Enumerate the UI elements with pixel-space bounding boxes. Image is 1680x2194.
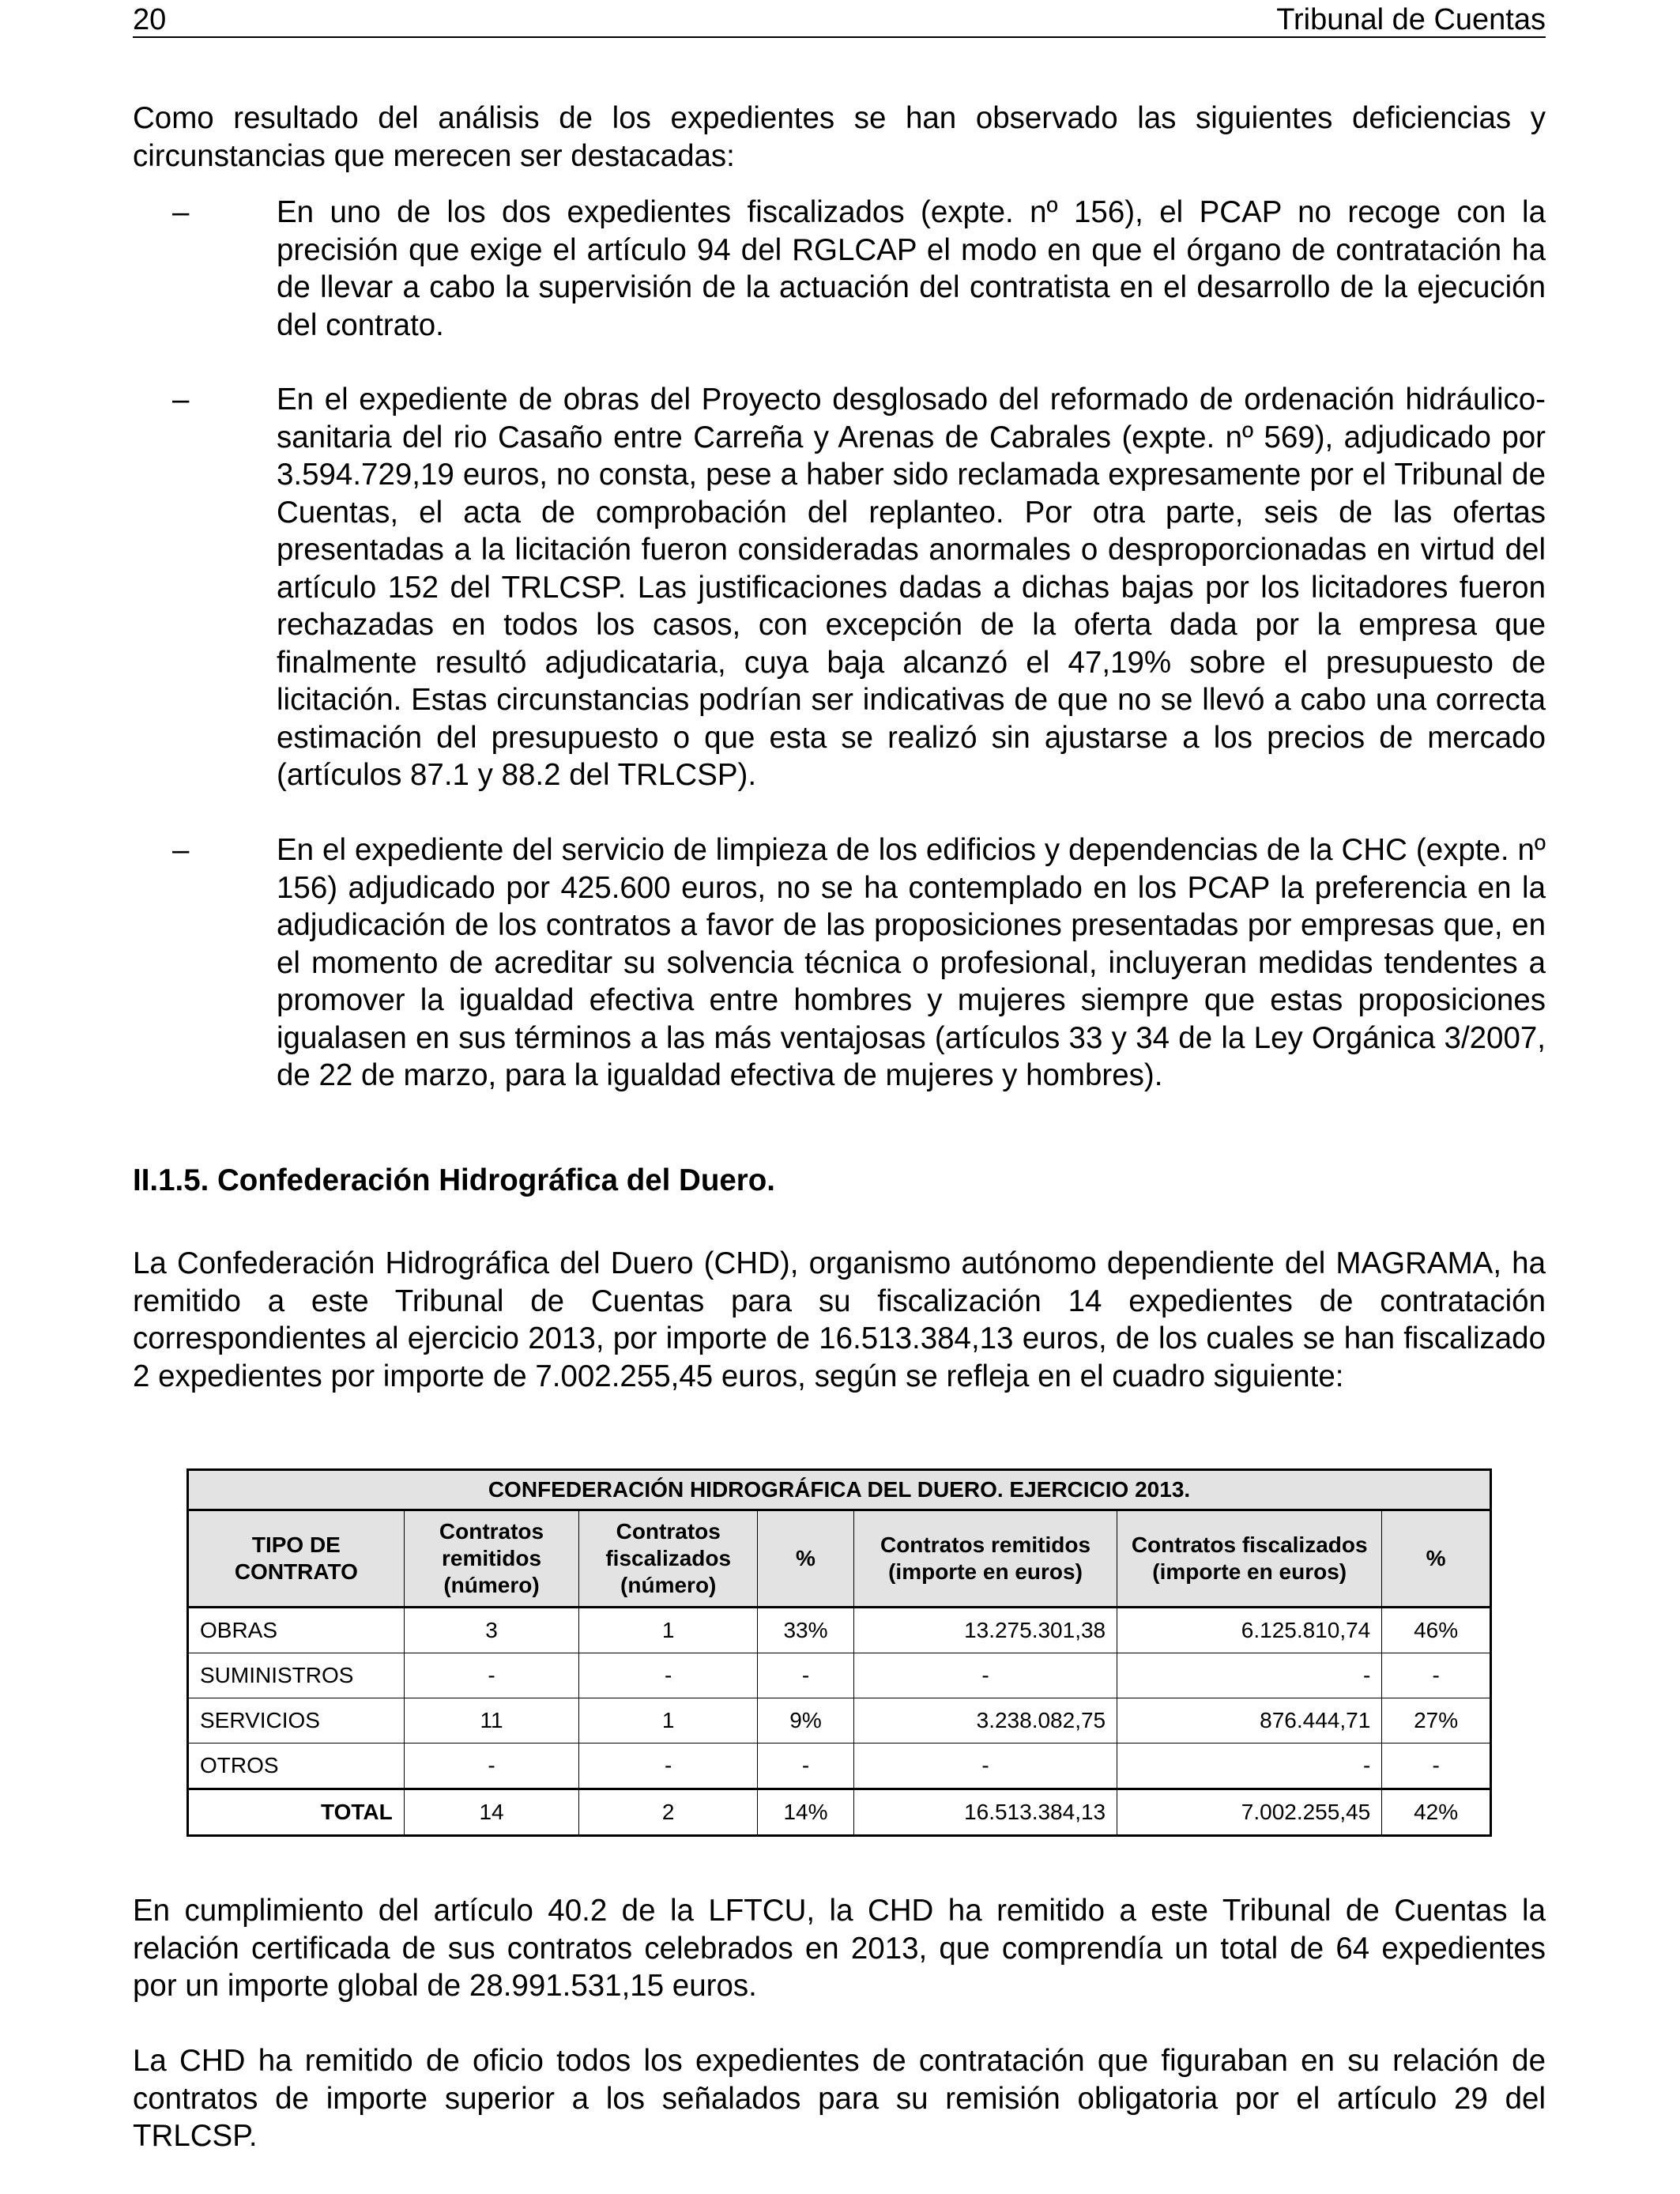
table-cell: 11 bbox=[404, 1698, 579, 1744]
table-row bbox=[188, 1744, 1491, 1789]
column-header: % bbox=[1382, 1510, 1491, 1608]
table-cell: 9% bbox=[758, 1698, 854, 1744]
bullet-dash: – bbox=[172, 833, 190, 867]
table-cell: 33% bbox=[758, 1608, 854, 1653]
table-cell: - bbox=[579, 1653, 758, 1698]
table-cell: - bbox=[1117, 1744, 1382, 1789]
table-row bbox=[188, 1608, 1491, 1653]
table-cell: 14% bbox=[758, 1789, 854, 1836]
bullet-text: En el expediente del servicio de limpieza de los edificios y dependencias de la CHC (expte. nº 156) adjudicado por 425.600 euros, no se ha contemplado en los PCAP la preferencia en la adjudicación de los contratos a favor de las proposiciones presentadas por empresas que, en el momento de acreditar su solvencia técnica o profesional, incluyeran medidas tendentes a promover la igualdad efectiva entre hombres y mujeres siempre que estas proposiciones igualasen en sus términos a las más ventajosas (artículos 33 y 34 de la Ley Orgánica 3/2007, de 22 de marzo, para la igualdad efectiva de mujeres y hombres). bbox=[277, 833, 1546, 1092]
contracts-table bbox=[186, 1468, 1492, 1837]
table-cell: 2 bbox=[579, 1789, 758, 1836]
table-cell: TOTAL bbox=[188, 1789, 405, 1836]
table-title-row bbox=[188, 1470, 1491, 1510]
table-cell: OTROS bbox=[188, 1744, 405, 1789]
column-header: Contratos remitidos (importe en euros) bbox=[853, 1510, 1117, 1608]
table-cell: OBRAS bbox=[188, 1608, 405, 1653]
table-cell: - bbox=[404, 1653, 579, 1698]
table-cell: - bbox=[853, 1653, 1117, 1698]
table-cell: 3.238.082,75 bbox=[853, 1698, 1117, 1744]
table-cell: - bbox=[404, 1744, 579, 1789]
column-header: Contratos fiscalizados (importe en euros) bbox=[1117, 1510, 1382, 1608]
table-title: CONFEDERACIÓN HIDROGRÁFICA DEL DUERO. EJERCICIO 2013. bbox=[188, 1470, 1491, 1510]
chd-paragraph: La Confederación Hidrográfica del Duero (CHD), organismo autónomo dependiente del MAGRAMA, ha remitido a este Tribunal de Cuentas para su fiscalización 14 expedientes de contratación correspondientes al ejercicio 2013, por importe de 16.513.384,13 euros, de los cuales se han fiscalizado 2 expedientes por importe de 7.002.255,45 euros, según se refleja en el cuadro siguiente: bbox=[133, 1246, 1546, 1393]
bullet-text: En el expediente de obras del Proyecto desglosado del reformado de ordenación hidráulico-sanitaria del rio Casaño entre Carreña y Arenas de Cabrales (expte. nº 569), adjudicado por 3.594.729,19 euros, no consta, pese a haber sido reclamada expresamente por el Tribunal de Cuentas, el acta de comprobación del replanteo. Por otra parte, seis de las ofertas presentadas a la licitación fueron consideradas anormales o desproporcionadas en virtud del artículo 152 del TRLCSP. Las justificaciones dadas a dichas bajas por los licitadores fueron rechazadas en todos los casos, con excepción de la oferta dada por la empresa que finalmente resultó adjudicataria, cuya baja alcanzó el 47,19% sobre el presupuesto de licitación. Estas circunstancias podrían ser indicativas de que no se llevó a cabo una correcta estimación del presupuesto o que esta se realizó sin ajustarse a los precios de mercado (artículos 87.1 y 88.2 del TRLCSP). bbox=[277, 383, 1546, 792]
table-cell: - bbox=[579, 1744, 758, 1789]
table-cell: - bbox=[1382, 1653, 1491, 1698]
column-header: Contratos remitidos (número) bbox=[404, 1510, 579, 1608]
column-header: Contratos fiscalizados (número) bbox=[579, 1510, 758, 1608]
lftcu-paragraph: En cumplimiento del artículo 40.2 de la LFTCU, la CHD ha remitido a este Tribunal de Cuentas la relación certificada de sus contratos celebrados en 2013, que comprendía un total de 64 expedientes por un importe global de 28.991.531,15 euros. bbox=[133, 1894, 1546, 2003]
table-cell: 6.125.810,74 bbox=[1117, 1608, 1382, 1653]
table-cell: 46% bbox=[1382, 1608, 1491, 1653]
table-cell: 42% bbox=[1382, 1789, 1491, 1836]
bullet-text: En uno de los dos expedientes fiscalizados (expte. nº 156), el PCAP no recoge con la precisión que exige el artículo 94 del RGLCAP el modo en que el órgano de contratación ha de llevar a cabo la supervisión de la actuación del contratista en el desarrollo de la ejecución del contrato. bbox=[277, 195, 1546, 342]
column-header: TIPO DE CONTRATO bbox=[188, 1510, 405, 1608]
table-cell: - bbox=[1117, 1653, 1382, 1698]
table-cell: SUMINISTROS bbox=[188, 1653, 405, 1698]
table-cell: 3 bbox=[404, 1608, 579, 1653]
table-cell: 16.513.384,13 bbox=[853, 1789, 1117, 1836]
table-cell: - bbox=[1382, 1744, 1491, 1789]
table-cell: 14 bbox=[404, 1789, 579, 1836]
page-header bbox=[133, 3, 1546, 38]
table-cell: - bbox=[758, 1744, 854, 1789]
bullet-dash: – bbox=[172, 195, 190, 229]
table-header-row bbox=[188, 1510, 1491, 1608]
intro-paragraph: Como resultado del análisis de los expedientes se han observado las siguientes deficiencias y circunstancias que merecen ser destacadas: bbox=[133, 101, 1546, 173]
section-heading: II.1.5. Confederación Hidrográfica del Duero. bbox=[133, 1163, 775, 1197]
table-total-row bbox=[188, 1789, 1491, 1836]
table-row bbox=[188, 1653, 1491, 1698]
table-cell: 27% bbox=[1382, 1698, 1491, 1744]
table-cell: 876.444,71 bbox=[1117, 1698, 1382, 1744]
table-row bbox=[188, 1698, 1491, 1744]
table-cell: 1 bbox=[579, 1608, 758, 1653]
table-cell: 13.275.301,38 bbox=[853, 1608, 1117, 1653]
table-cell: 1 bbox=[579, 1698, 758, 1744]
page-number: 20 bbox=[133, 3, 167, 36]
table-cell: - bbox=[758, 1653, 854, 1698]
oficio-paragraph: La CHD ha remitido de oficio todos los expedientes de contratación que figuraban en su relación de contratos de importe superior a los señalados para su remisión obligatoria por el artículo 29 del TRLCSP. bbox=[133, 2044, 1546, 2153]
table-cell: - bbox=[853, 1744, 1117, 1789]
table-cell: 7.002.255,45 bbox=[1117, 1789, 1382, 1836]
bullet-dash: – bbox=[172, 383, 190, 417]
table-cell: SERVICIOS bbox=[188, 1698, 405, 1744]
column-header: % bbox=[758, 1510, 854, 1608]
running-title: Tribunal de Cuentas bbox=[1276, 3, 1546, 36]
